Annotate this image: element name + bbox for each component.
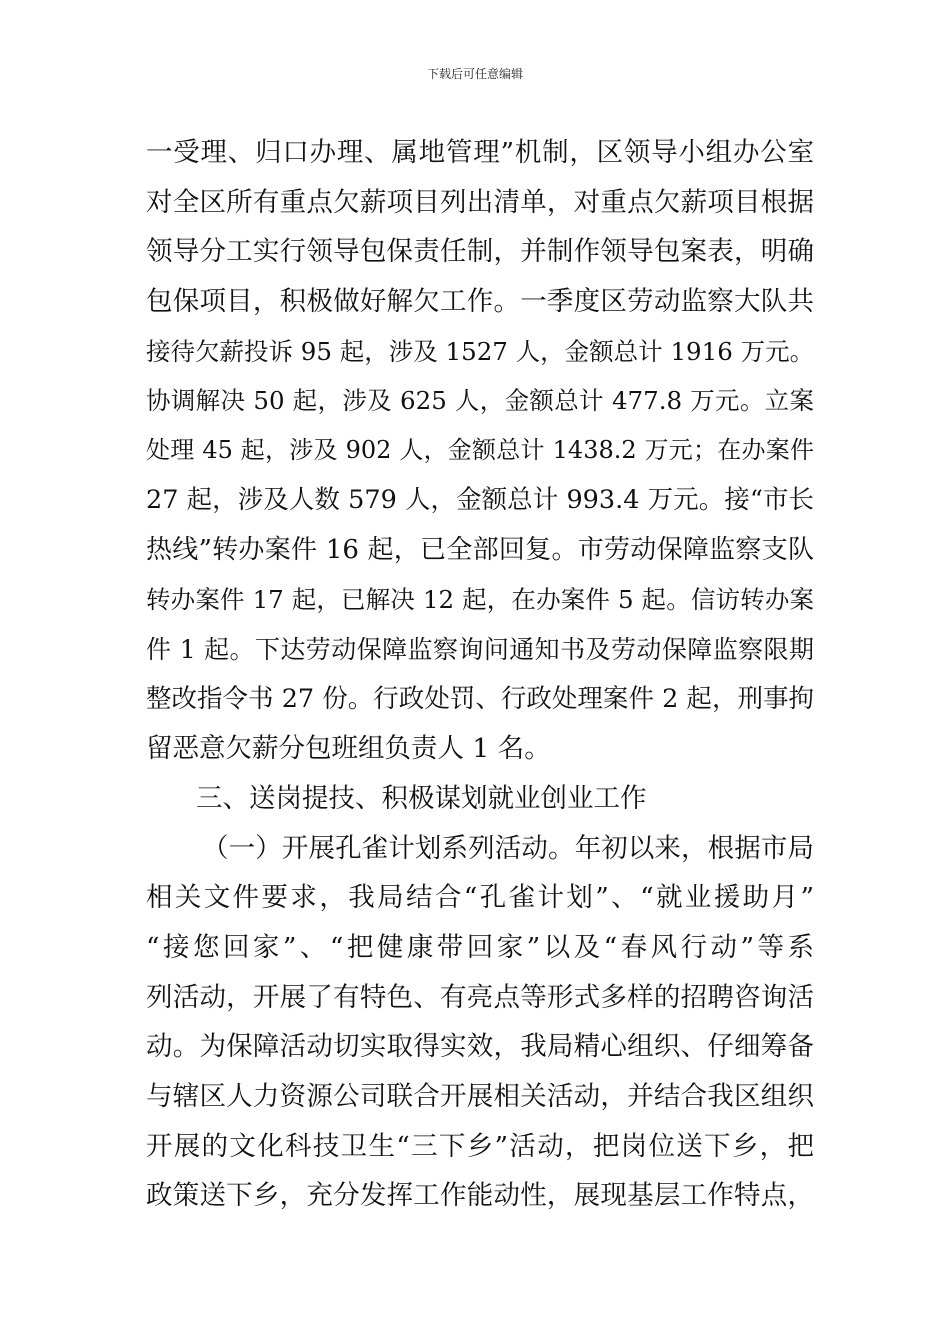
body-line: 一受理、归口办理、属地管理”机制，区领导小组办公室 xyxy=(146,137,814,168)
document-body xyxy=(146,128,814,1221)
section-heading: 三、送岗提技、积极谋划就业创业工作 xyxy=(196,782,647,814)
body-line: 27 起，涉及人数 579 人，金额总计 993.4 万元。接“市长 xyxy=(146,484,814,515)
body-line: 处理 45 起，涉及 902 人，金额总计 1438.2 万元；在办案件 xyxy=(146,436,814,465)
body-line: 相关文件要求，我局结合“孔雀计划”、“就业援助月” xyxy=(146,882,814,914)
body-line: 转办案件 17 起，已解决 12 起，在办案件 5 起。信访转办案 xyxy=(146,585,814,615)
page-header: 下载后可任意编辑 xyxy=(426,67,523,81)
body-line: 开展的文化科技卫生“三下乡”活动，把岗位送下乡，把 xyxy=(146,1130,814,1162)
body-line: 政策送下乡，充分发挥工作能动性，展现基层工作特点， xyxy=(146,1180,814,1212)
body-line: 热线”转办案件 16 起，已全部回复。市劳动保障监察支队 xyxy=(146,534,814,565)
body-line: 列活动，开展了有特色、有亮点等形式多样的招聘咨询活 xyxy=(146,981,814,1013)
body-line: 留恶意欠薪分包班组负责人 1 名。 xyxy=(146,733,551,765)
subsection-line: （一）开展孔雀计划系列活动。年初以来，根据市局 xyxy=(202,832,814,864)
body-line: 整改指令书 27 份。行政处罚、行政处理案件 2 起，刑事拘 xyxy=(146,683,814,714)
body-line: 动。为保障活动切实取得实效，我局精心组织、仔细筹备 xyxy=(146,1031,814,1063)
body-line: “接您回家”、“把健康带回家”以及“春风行动”等系 xyxy=(146,932,814,963)
body-line: 与辖区人力资源公司联合开展相关活动，并结合我区组织 xyxy=(146,1081,814,1113)
body-line: 协调解决 50 起，涉及 625 人，金额总计 477.8 万元。立案 xyxy=(146,386,814,416)
body-line: 包保项目，积极做好解欠工作。一季度区劳动监察大队共 xyxy=(146,286,814,318)
body-line: 对全区所有重点欠薪项目列出清单，对重点欠薪项目根据 xyxy=(146,186,814,218)
body-line: 接待欠薪投诉 95 起，涉及 1527 人，金额总计 1916 万元。 xyxy=(146,336,815,366)
body-line: 领导分工实行领导包保责任制，并制作领导包案表，明确 xyxy=(146,236,814,268)
body-line: 件 1 起。下达劳动保障监察询问通知书及劳动保障监察限期 xyxy=(146,634,814,664)
